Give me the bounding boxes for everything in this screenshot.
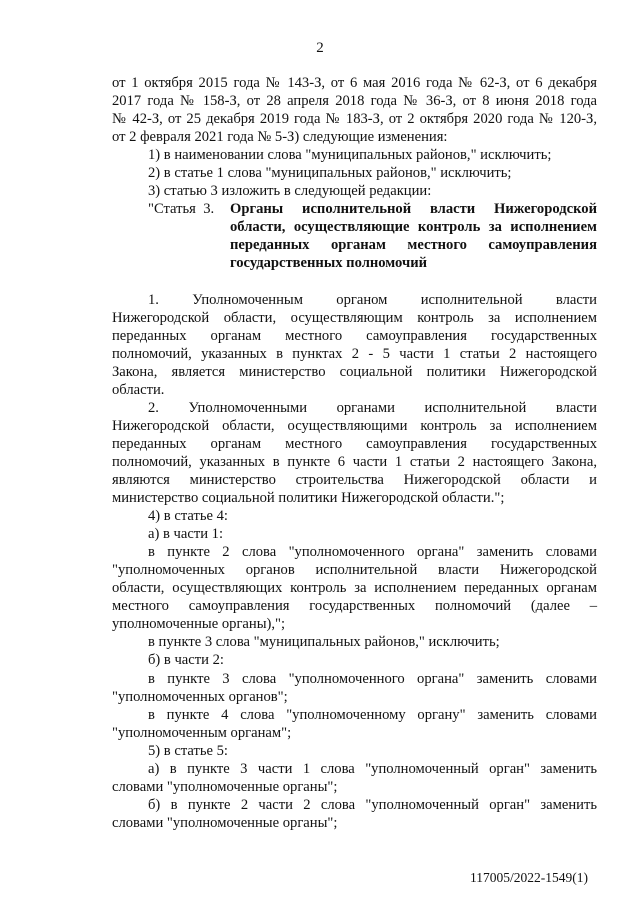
item-4-b-point4-line: в пункте 4 слова "уполномоченному органу" заменить словами (148, 706, 597, 723)
item-5-b-line: б) в пункте 2 части 2 слова "уполномоченный орган" заменить (148, 796, 597, 813)
article-title-line: области, осуществляющие контроль за исполнением (230, 219, 597, 236)
paragraph-2-line: являются министерство строительства Нижегородской области и (112, 471, 597, 488)
paragraph-1-line: Закона, является министерство социальной политики Нижегородской (112, 363, 597, 380)
document-id: 117005/2022-1549(1) (470, 870, 588, 885)
paragraph-2-line: министерство социальной политики Нижегородской области."; (112, 490, 505, 507)
item-4-a-point2-line: уполномоченные органы),"; (112, 616, 286, 633)
spacer (112, 273, 597, 291)
intro-line: 2017 года № 158-З, от 28 апреля 2018 года № 36-З, от 8 июня 2018 года (112, 93, 597, 110)
item-4-b-point3-line: "уполномоченных органов"; (112, 688, 288, 705)
article-title-line: Органы исполнительной власти Нижегородской (230, 201, 597, 218)
page-number: 2 (316, 40, 324, 56)
item-4-a-point2-line: "уполномоченных органов исполнительной власти Нижегородской (112, 562, 597, 579)
article-title (230, 200, 597, 272)
intro-line: от 2 февраля 2021 года № 5-З) следующие изменения: (112, 129, 448, 146)
paragraph-2-line: Нижегородской области, осуществляющими контроль за исполнением (112, 417, 597, 434)
article-prefix: "Статья 3. (148, 201, 215, 218)
paragraph-2-line: 2. Уполномоченными органами исполнительной власти (148, 399, 597, 416)
item-4-b-point3-line: в пункте 3 слова "уполномоченного органа" заменить словами (148, 670, 597, 687)
item-4-a-point2-line: в пункте 2 слова "уполномоченного органа" заменить словами (148, 544, 597, 561)
change-item: 3) статью 3 изложить в следующей редакции: (148, 183, 432, 200)
paragraph-1-line: Нижегородской области, осуществляющим контроль за исполнением (112, 309, 597, 326)
change-item: 1) в наименовании слова "муниципальных районов," исключить; (148, 147, 552, 164)
item-5-b-line: словами "уполномоченные органы"; (112, 814, 338, 831)
paragraph-2-line: переданных органам местного самоуправления государственных (112, 435, 597, 452)
paragraph-1-line: области. (112, 381, 165, 398)
change-item: 2) в статье 1 слова "муниципальных районов," исключить; (148, 165, 512, 182)
item-4-b-point4-line: "уполномоченным органам"; (112, 724, 292, 741)
item-5-a-line: словами "уполномоченные органы"; (112, 778, 338, 795)
article-heading (112, 200, 597, 272)
intro-line: № 42-З, от 25 декабря 2019 года № 183-З, от 2 октября 2020 года № 120-З, (112, 111, 597, 128)
article-title-line: государственных полномочий (230, 255, 428, 272)
paragraph-1-line: полномочий, указанных в пунктах 2 - 5 части 1 статьи 2 настоящего (112, 345, 597, 362)
paragraph-1-line: переданных органам местного самоуправления государственных (112, 327, 597, 344)
document-body (112, 74, 597, 832)
item-5-a-line: а) в пункте 3 части 1 слова "уполномоченный орган" заменить (148, 760, 597, 777)
item-5-label: 5) в статье 5: (148, 742, 228, 759)
item-4-label: 4) в статье 4: (148, 508, 228, 525)
item-4-sub-b: б) в части 2: (148, 652, 224, 669)
paragraph-1-line: 1. Уполномоченным органом исполнительной власти (148, 291, 597, 308)
item-4-a-point3: в пункте 3 слова "муниципальных районов," исключить; (148, 634, 500, 651)
item-4-a-point2-line: области, осуществляющих контроль за исполнением переданных органам (112, 580, 597, 597)
intro-line: от 1 октября 2015 года № 143-З, от 6 мая 2016 года № 62-З, от 6 декабря (112, 75, 597, 91)
item-4-a-point2-line: местного самоуправления государственных полномочий (далее – (112, 598, 597, 615)
item-4-sub-a: а) в части 1: (148, 526, 224, 543)
article-title-line: переданных органам местного самоуправления (230, 237, 597, 254)
paragraph-2-line: полномочий, указанных в пункте 6 части 1 статьи 2 настоящего Закона, (112, 453, 597, 470)
